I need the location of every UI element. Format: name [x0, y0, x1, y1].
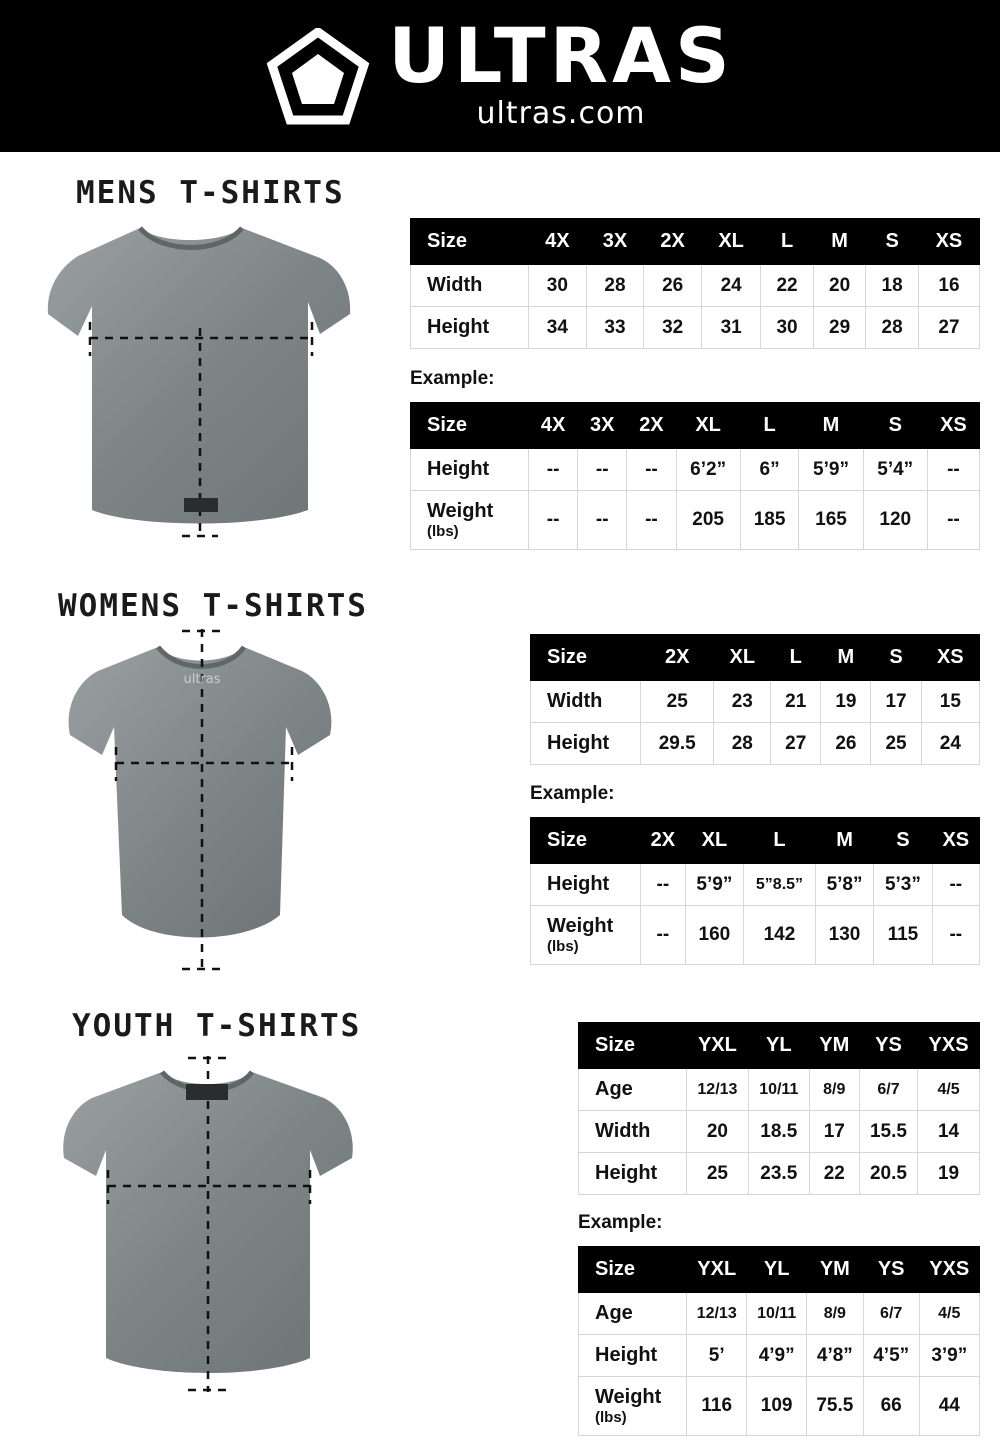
col-header: S	[863, 403, 927, 449]
col-header: XL	[685, 818, 743, 864]
page-header	[0, 0, 1000, 152]
cell: 5’4”	[863, 449, 927, 491]
cell: 4/5	[918, 1069, 980, 1111]
col-header: S	[871, 635, 921, 681]
cell: 24	[701, 265, 760, 307]
table-row	[411, 491, 980, 550]
col-header: 2X	[627, 403, 676, 449]
cell: 25	[871, 723, 921, 765]
table-row	[411, 307, 980, 349]
cell: 30	[529, 265, 587, 307]
cell: --	[627, 449, 676, 491]
cell: 4’9”	[747, 1335, 806, 1377]
table-row	[531, 723, 980, 765]
cell: --	[641, 906, 686, 965]
table-row	[579, 1377, 980, 1436]
cell: 18.5	[748, 1111, 809, 1153]
pentagon-shield-icon	[266, 28, 370, 132]
cell: 18	[866, 265, 919, 307]
section-title-womens: WOMENS T-SHIRTS	[58, 588, 368, 624]
col-header: Size	[579, 1023, 687, 1069]
cell: 12/13	[687, 1069, 749, 1111]
womens-example-label: Example:	[530, 783, 615, 804]
section-title-mens: MENS T-SHIRTS	[76, 175, 345, 211]
col-header: Size	[579, 1247, 687, 1293]
col-header: XS	[921, 635, 979, 681]
col-header: XL	[701, 219, 760, 265]
cell: 22	[761, 265, 814, 307]
cell: 20	[813, 265, 866, 307]
youth-tshirt-illustration	[28, 1040, 388, 1410]
cell: --	[927, 491, 979, 550]
table-row	[531, 906, 980, 965]
col-header: YS	[863, 1247, 919, 1293]
col-header: 3X	[578, 403, 627, 449]
cell: 32	[644, 307, 702, 349]
cell: 29.5	[641, 723, 714, 765]
col-header: M	[813, 219, 866, 265]
col-header: 2X	[644, 219, 702, 265]
cell: 5’8”	[815, 864, 873, 906]
cell: 25	[687, 1153, 749, 1195]
row-label: Height	[411, 449, 529, 491]
cell: 19	[821, 681, 871, 723]
col-header: XL	[676, 403, 740, 449]
cell: 25	[641, 681, 714, 723]
cell: 116	[687, 1377, 747, 1436]
youth-size-table	[578, 1022, 980, 1195]
cell: 19	[918, 1153, 980, 1195]
cell: 5”8.5”	[744, 864, 816, 906]
row-label-sub: (lbs)	[547, 938, 579, 955]
mens-size-table	[410, 218, 980, 349]
cell: --	[641, 864, 686, 906]
col-header: L	[771, 635, 821, 681]
cell: 17	[871, 681, 921, 723]
cell: 26	[821, 723, 871, 765]
table-header-row	[411, 403, 980, 449]
col-header: M	[821, 635, 871, 681]
col-header: 4X	[529, 219, 587, 265]
row-label-text: Weight	[427, 500, 494, 522]
col-header: S	[874, 818, 932, 864]
col-header: 4X	[529, 403, 578, 449]
col-header: YM	[809, 1023, 859, 1069]
row-label	[531, 906, 641, 965]
col-header: L	[740, 403, 799, 449]
table-row	[531, 681, 980, 723]
table-row	[411, 449, 980, 491]
row-label: Width	[531, 681, 641, 723]
table-header-row	[531, 818, 980, 864]
row-label: Height	[531, 723, 641, 765]
row-label: Width	[579, 1111, 687, 1153]
col-header: YS	[859, 1023, 917, 1069]
row-label: Height	[579, 1335, 687, 1377]
table-row	[579, 1293, 980, 1335]
brand-logo	[266, 11, 734, 132]
col-header: YL	[747, 1247, 806, 1293]
cell: 4’8”	[806, 1335, 863, 1377]
cell: 5’9”	[685, 864, 743, 906]
table-header-row	[579, 1023, 980, 1069]
cell: 17	[809, 1111, 859, 1153]
cell: 27	[771, 723, 821, 765]
youth-example-label: Example:	[578, 1212, 663, 1233]
cell: 4’5”	[863, 1335, 919, 1377]
cell: --	[927, 449, 979, 491]
cell: 24	[921, 723, 979, 765]
cell: 4/5	[919, 1293, 979, 1335]
col-header: Size	[531, 635, 641, 681]
col-header: YXL	[687, 1247, 747, 1293]
col-header: YL	[748, 1023, 809, 1069]
cell: 26	[644, 265, 702, 307]
cell: 31	[701, 307, 760, 349]
cell: 5’	[687, 1335, 747, 1377]
cell: 6/7	[859, 1069, 917, 1111]
cell: --	[932, 906, 979, 965]
cell: 165	[799, 491, 863, 550]
cell: 44	[919, 1377, 979, 1436]
row-label: Age	[579, 1293, 687, 1335]
table-header-row	[531, 635, 980, 681]
table-row	[579, 1335, 980, 1377]
cell: 33	[586, 307, 644, 349]
cell: --	[529, 491, 578, 550]
row-label-sub: (lbs)	[427, 523, 459, 540]
cell: 23	[714, 681, 771, 723]
row-label: Height	[411, 307, 529, 349]
cell: 5’3”	[874, 864, 932, 906]
row-label-text: Weight	[595, 1386, 662, 1408]
cell: --	[932, 864, 979, 906]
col-header: YM	[806, 1247, 863, 1293]
col-header: Size	[531, 818, 641, 864]
mens-example-label: Example:	[410, 368, 495, 389]
mens-example-table	[410, 402, 980, 550]
cell: 14	[918, 1111, 980, 1153]
cell: 130	[815, 906, 873, 965]
cell: --	[578, 491, 627, 550]
col-header: YXS	[919, 1247, 979, 1293]
cell: 8/9	[806, 1293, 863, 1335]
cell: 21	[771, 681, 821, 723]
cell: 28	[866, 307, 919, 349]
cell: 142	[744, 906, 816, 965]
table-row	[531, 864, 980, 906]
table-row	[579, 1153, 980, 1195]
cell: 23.5	[748, 1153, 809, 1195]
col-header: M	[815, 818, 873, 864]
row-label-sub: (lbs)	[595, 1409, 627, 1426]
cell: 75.5	[806, 1377, 863, 1436]
col-header: XL	[714, 635, 771, 681]
cell: 30	[761, 307, 814, 349]
row-label: Age	[579, 1069, 687, 1111]
brand-name: ULTRAS	[388, 11, 734, 100]
table-header-row	[411, 219, 980, 265]
womens-size-table	[530, 634, 980, 765]
cell: --	[578, 449, 627, 491]
cell: 20	[687, 1111, 749, 1153]
table-header-row	[579, 1247, 980, 1293]
cell: 3’9”	[919, 1335, 979, 1377]
cell: 8/9	[809, 1069, 859, 1111]
cell: 10/11	[748, 1069, 809, 1111]
cell: 16	[918, 265, 979, 307]
row-label-text: Weight	[547, 915, 614, 937]
col-header: XS	[918, 219, 979, 265]
col-header: 3X	[586, 219, 644, 265]
col-header: L	[761, 219, 814, 265]
cell: 22	[809, 1153, 859, 1195]
col-header: S	[866, 219, 919, 265]
cell: 28	[714, 723, 771, 765]
cell: 15.5	[859, 1111, 917, 1153]
cell: 109	[747, 1377, 806, 1436]
row-label	[411, 491, 529, 550]
cell: 12/13	[687, 1293, 747, 1335]
cell: 15	[921, 681, 979, 723]
row-label: Width	[411, 265, 529, 307]
cell: 6”	[740, 449, 799, 491]
col-header: 2X	[641, 818, 686, 864]
row-label: Height	[579, 1153, 687, 1195]
table-row	[579, 1111, 980, 1153]
cell: 160	[685, 906, 743, 965]
section-title-youth: YOUTH T-SHIRTS	[72, 1008, 362, 1044]
cell: 6/7	[863, 1293, 919, 1335]
cell: 115	[874, 906, 932, 965]
cell: --	[627, 491, 676, 550]
cell: 66	[863, 1377, 919, 1436]
cell: 205	[676, 491, 740, 550]
col-header: YXS	[918, 1023, 980, 1069]
col-header: YXL	[687, 1023, 749, 1069]
brand-url: ultras.com	[476, 96, 646, 132]
youth-example-table	[578, 1246, 980, 1436]
svg-text:ultras: ultras	[183, 672, 221, 687]
cell: 6’2”	[676, 449, 740, 491]
col-header: 2X	[641, 635, 714, 681]
col-header: M	[799, 403, 863, 449]
cell: 27	[918, 307, 979, 349]
row-label: Height	[531, 864, 641, 906]
mens-tshirt-illustration	[20, 210, 380, 550]
cell: --	[529, 449, 578, 491]
cell: 28	[586, 265, 644, 307]
cell: 5’9”	[799, 449, 863, 491]
col-header: Size	[411, 403, 529, 449]
womens-example-table	[530, 817, 980, 965]
cell: 29	[813, 307, 866, 349]
table-row	[411, 265, 980, 307]
cell: 34	[529, 307, 587, 349]
col-header: Size	[411, 219, 529, 265]
row-label	[579, 1377, 687, 1436]
col-header: XS	[927, 403, 979, 449]
cell: 20.5	[859, 1153, 917, 1195]
cell: 120	[863, 491, 927, 550]
col-header: L	[744, 818, 816, 864]
col-header: XS	[932, 818, 979, 864]
table-row	[579, 1069, 980, 1111]
cell: 10/11	[747, 1293, 806, 1335]
cell: 185	[740, 491, 799, 550]
womens-tshirt-illustration	[30, 615, 370, 985]
